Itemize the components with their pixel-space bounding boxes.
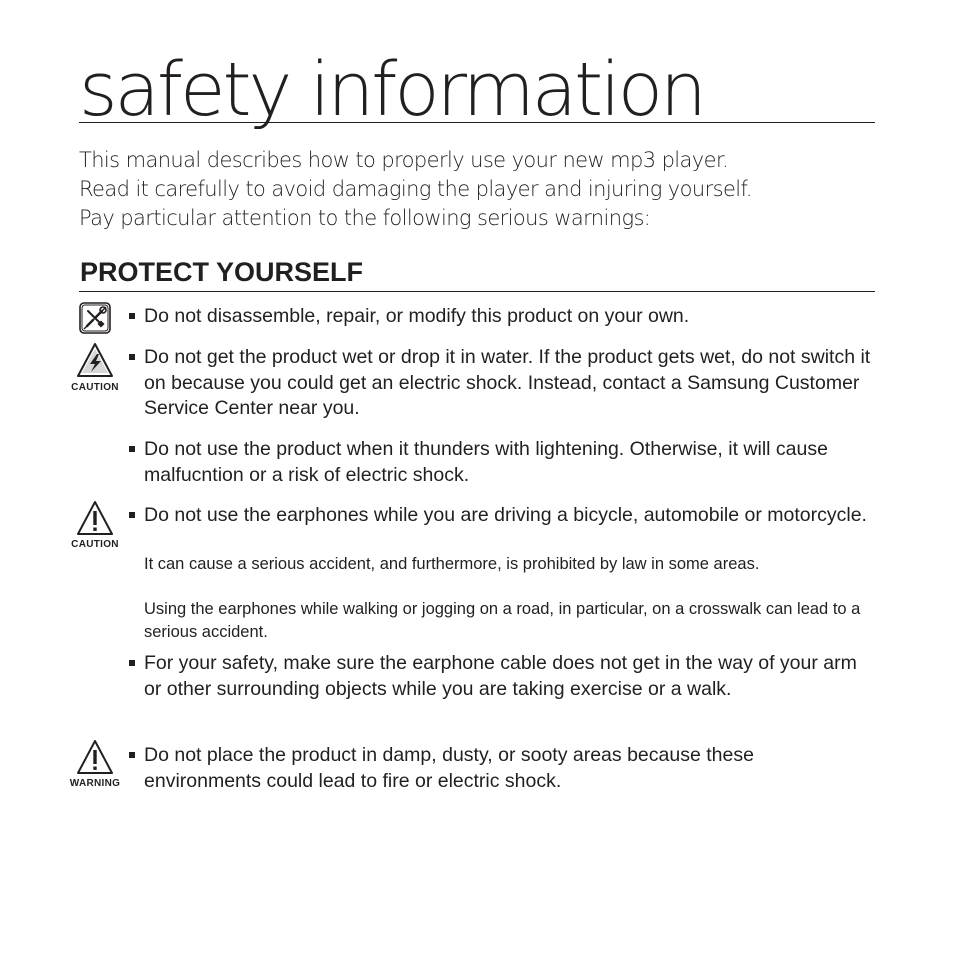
- bullet-marker: [129, 446, 135, 452]
- bullet-text: Do not disassemble, repair, or modify this product on your own.: [144, 305, 690, 327]
- bullet-marker: [129, 512, 135, 518]
- list-item: [129, 743, 874, 794]
- note-text: Using the earphones while walking or jogging on a road, in particular, on a crosswalk can lead to a serious accident.: [144, 600, 861, 641]
- intro-paragraph: [79, 146, 879, 233]
- section-divider: [79, 291, 875, 292]
- bullet-text: Do not get the product wet or drop it in water. If the product gets wet, do not switch it on because you could get an electric shock. Instead, contact a Samsung Customer Service Center near you.: [144, 346, 871, 419]
- section-heading: PROTECT YOURSELF: [80, 257, 364, 287]
- list-item: [129, 503, 874, 529]
- intro-line: This manual describes how to properly use your new mp3 player.: [79, 148, 729, 172]
- electric-shock-caution-icon: [76, 342, 114, 378]
- bullet-text: Do not use the earphones while you are driving a bicycle, automobile or motorcycle.: [144, 504, 867, 526]
- list-item: [129, 437, 874, 488]
- bullet-marker: [129, 660, 135, 666]
- intro-line: Pay particular attention to the following serious warnings:: [79, 206, 651, 230]
- icon-label-caution: CAUTION: [71, 539, 119, 550]
- icon-label-warning: WARNING: [69, 778, 121, 789]
- page-title: safety information: [79, 47, 704, 133]
- bullet-text: Do not use the product when it thunders with lightening. Otherwise, it will cause malfucntion or a risk of electric shock.: [144, 438, 828, 486]
- bullet-marker: [129, 313, 135, 319]
- bullet-text: Do not place the product in damp, dusty, or sooty areas because these environments could lead to fire or electric shock.: [144, 744, 754, 792]
- bullet-text: For your safety, make sure the earphone cable does not get in the way of your arm or other surrounding objects while you are taking exercise or a walk.: [144, 652, 857, 700]
- title-divider: [79, 122, 875, 123]
- no-disassembly-icon: [79, 302, 111, 334]
- list-item: [129, 304, 874, 330]
- note-text: It can cause a serious accident, and furthermore, is prohibited by law in some areas.: [144, 555, 760, 573]
- list-item: [129, 345, 874, 422]
- bullet-marker: [129, 354, 135, 360]
- warning-icon: [76, 739, 114, 775]
- bullet-marker: [129, 752, 135, 758]
- icon-label-caution: CAUTION: [71, 382, 119, 393]
- intro-line: Read it carefully to avoid damaging the player and injuring yourself.: [79, 177, 752, 201]
- list-item: [129, 651, 874, 702]
- caution-icon: [76, 500, 114, 536]
